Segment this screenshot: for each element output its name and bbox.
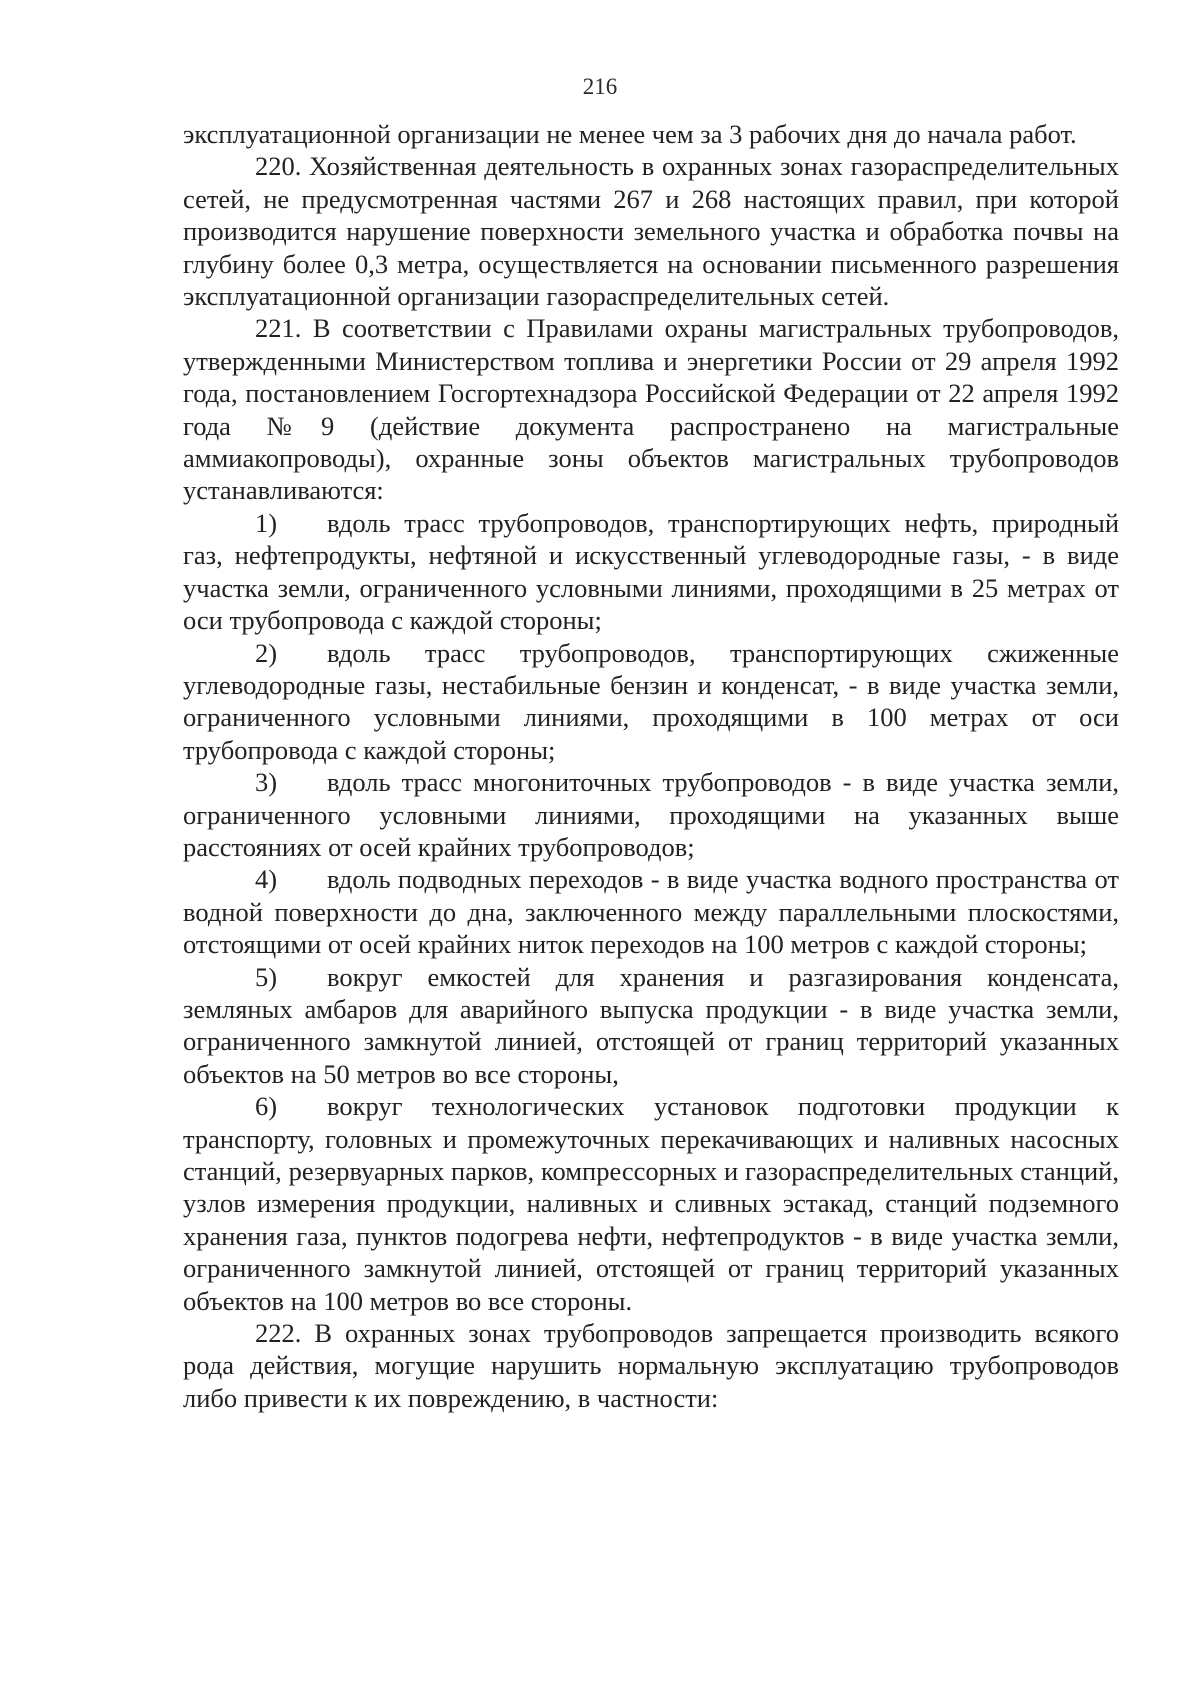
list-item-text: вдоль трасс трубопроводов, транспортирующих сжиженные углеводородные газы, нестабильные бензин и конденсат, - в виде участка земли, ограниченного условными линиями, проходящими в 100 метрах от оси трубопровода с каждой стороны; xyxy=(183,637,1119,765)
paragraph-222: 222. В охранных зонах трубопроводов запрещается производить всякого рода действия, могущие нарушить нормальную эксплуатацию трубопроводов либо привести к их повреждению, в частности: xyxy=(183,1318,1119,1413)
list-item-2 xyxy=(183,637,1119,767)
paragraph-221: 221. В соответствии с Правилами охраны магистральных трубопроводов, утвержденными Министерством топлива и энергетики России от 29 апреля 1992 года, постановлением Госгортехнадзора Российской Федерации от 22 апреля 1992 года №9 (действие документа распространено на магистральные аммиакопроводы), охранные зоны объектов магистральных трубопроводов устанавливаются: xyxy=(183,313,1119,506)
list-item-number: 3) xyxy=(255,767,278,798)
list-item-number: 4) xyxy=(255,864,278,895)
list-item-text: вокруг технологических установок подготовки продукции к транспорту, головных и промежуточных перекачивающих и наливных насосных станций, резервуарных парков, компрессорных и газораспределительных станций, узлов измерения продукции, наливных и сливных эстакад, станций подземного хранения газа, пунктов подогрева нефти, нефтепродуктов - в виде участка земли, ограниченного замкнутой линией, отстоящей от границ территорий указанных объектов на 100 метров во все стороны. xyxy=(183,1091,1119,1316)
page-number: 216 xyxy=(582,74,618,99)
list-item-1 xyxy=(183,507,1119,637)
list-item-number: 2) xyxy=(255,637,278,668)
list-item-text: вдоль трасс трубопроводов, транспортирующих нефть, природный газ, нефтепродукты, нефтяной и искусственный углеводородные газы, - в виде участка земли, ограниченного условными линиями, проходящими в 25 метрах от оси трубопровода с каждой стороны; xyxy=(183,507,1119,636)
list-item-3 xyxy=(183,766,1119,863)
list-item-number: 1) xyxy=(255,507,278,538)
list-item-text: вдоль подводных переходов - в виде участка водного пространства от водной поверхности до дна, заключенного между параллельными плоскостями, отстоящими от осей крайних ниток переходов на 100 метров с каждой стороны; xyxy=(183,864,1119,960)
paragraph-220: 220. Хозяйственная деятельность в охранных зонах газораспределительных сетей, не предусмотренная частями 267 и 268 настоящих правил, при которой производится нарушение поверхности земельного участка и обработка почвы на глубину более 0,3 метра, осуществляется на основании письменного разрешения эксплуатационной организации газораспределительных сетей. xyxy=(183,151,1119,312)
list-item-4 xyxy=(183,863,1119,960)
list-item-6 xyxy=(183,1090,1119,1317)
list-item-5 xyxy=(183,961,1119,1091)
list-item-number: 6) xyxy=(255,1091,278,1122)
paragraph-continuation: эксплуатационной организации не менее чем за 3 рабочих дня до начала работ. xyxy=(183,119,1077,149)
list-item-text: вокруг емкостей для хранения и разгазирования конденсата, земляных амбаров для аварийного выпуска продукции - в виде участка земли, ограниченного замкнутой линией, отстоящей от границ территорий указанных объектов на 50 метров во все стороны, xyxy=(183,961,1119,1089)
list-item-number: 5) xyxy=(255,961,278,992)
document-text xyxy=(183,118,1119,1414)
list-item-text: вдоль трасс многониточных трубопроводов - в виде участка земли, ограниченного условными линиями, проходящими на указанных выше расстояниях от осей крайних трубопроводов; xyxy=(183,767,1119,862)
